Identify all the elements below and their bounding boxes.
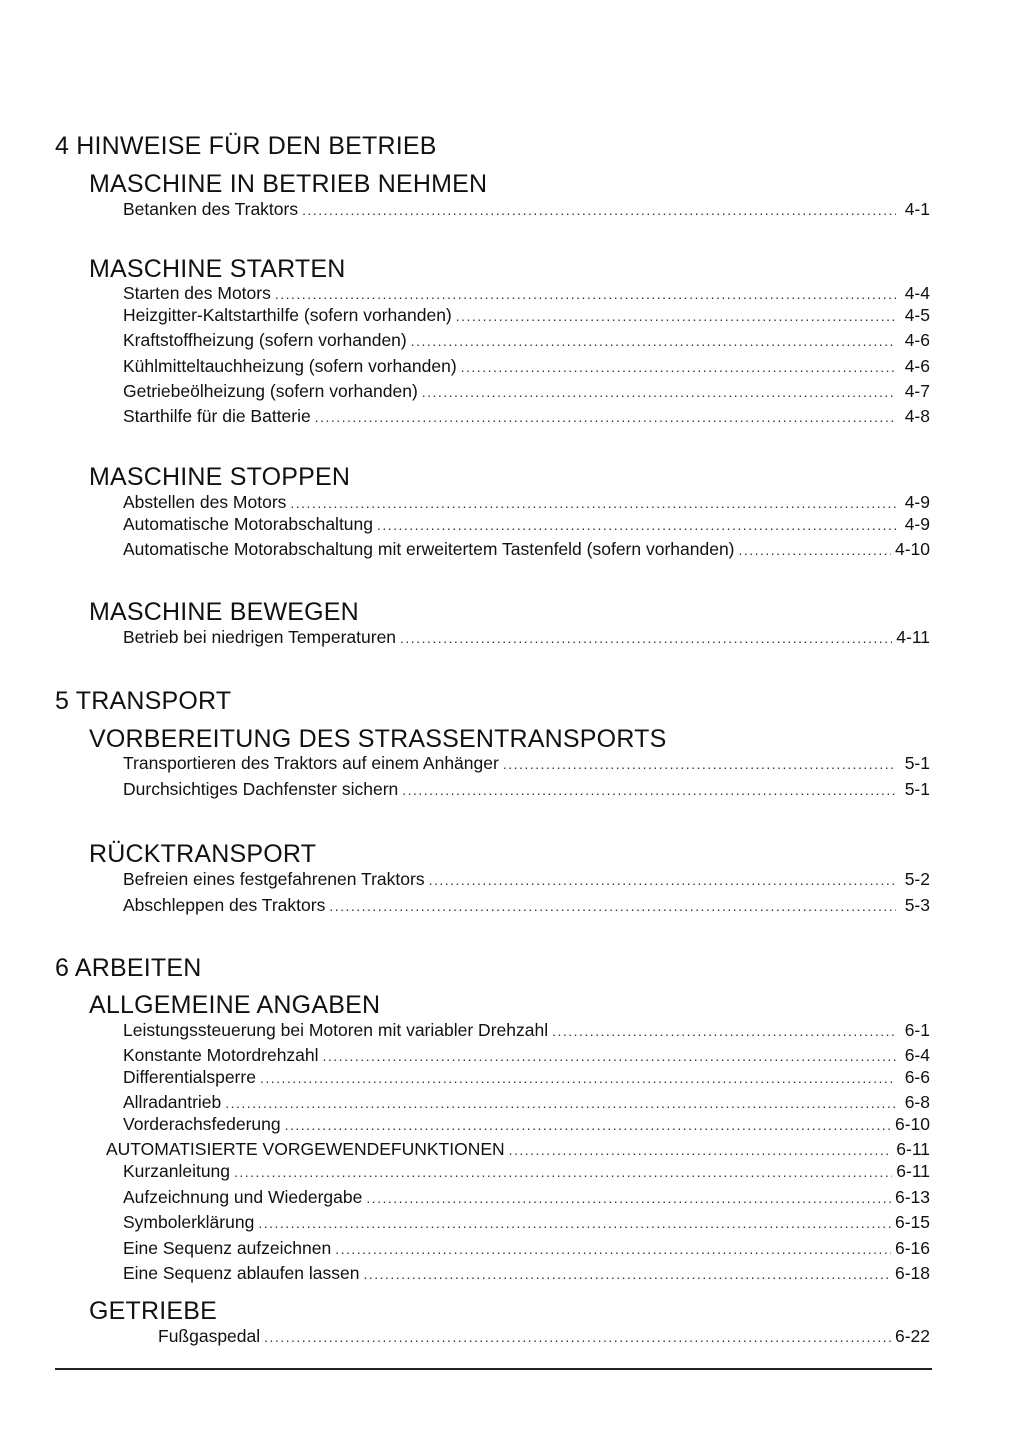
chapter-heading-5: 5 TRANSPORT (55, 687, 232, 715)
toc-entry[interactable] (123, 1211, 930, 1234)
toc-entry-label: Betanken des Traktors (123, 199, 299, 219)
toc-entry[interactable] (123, 1186, 930, 1209)
dot-leader (366, 1187, 891, 1209)
toc-entry-page: 6-13 (894, 1187, 930, 1207)
toc-entry-page: 6-6 (904, 1067, 930, 1087)
toc-entry-page: 6-16 (894, 1238, 930, 1258)
section-heading-maschine-in-betrieb-nehmen: MASCHINE IN BETRIEB NEHMEN (89, 170, 488, 198)
section-heading-maschine-bewegen: MASCHINE BEWEGEN (89, 598, 359, 626)
toc-entry-page: 6-11 (896, 1139, 930, 1159)
toc-entry-page: 5-2 (904, 869, 930, 889)
toc-entry-page: 6-11 (896, 1161, 930, 1181)
dot-leader (302, 199, 896, 221)
section-heading-vorbereitung-des-strassentransports: VORBEREITUNG DES STRASSENTRANSPORTS (89, 725, 667, 753)
toc-entry[interactable] (123, 355, 930, 378)
toc-entry-label: Vorderachsfederung (123, 1114, 281, 1134)
toc-entry-page: 4-10 (894, 539, 930, 559)
dot-leader (400, 627, 892, 649)
toc-entry-label: Abschleppen des Traktors (123, 895, 326, 915)
footer-divider (55, 1368, 932, 1370)
toc-entry[interactable] (123, 198, 930, 221)
toc-subheading-entry[interactable] (106, 1138, 930, 1161)
toc-entry[interactable] (123, 380, 930, 403)
dot-leader (377, 514, 896, 536)
dot-leader (456, 305, 896, 327)
toc-entry[interactable] (123, 1091, 930, 1114)
toc-entry-page: 6-4 (904, 1045, 930, 1065)
toc-entry[interactable] (123, 282, 930, 305)
dot-leader (552, 1020, 896, 1042)
toc-entry-page: 4-7 (904, 381, 930, 401)
dot-leader (258, 1212, 891, 1234)
dot-leader (335, 1238, 891, 1260)
toc-entry-page: 4-9 (904, 514, 930, 534)
toc-entry-page: 4-6 (904, 330, 930, 350)
toc-entry-label: Kraftstoffheizung (sofern vorhanden) (123, 330, 407, 350)
dot-leader (323, 1045, 896, 1067)
toc-entry-page: 4-9 (904, 492, 930, 512)
toc-entry[interactable] (158, 1325, 930, 1348)
toc-entry-page: 4-11 (896, 627, 930, 647)
toc-entry-label: Eine Sequenz aufzeichnen (123, 1238, 332, 1258)
toc-entry-label: Automatische Motorabschaltung (123, 514, 373, 534)
toc-entry[interactable] (123, 538, 930, 561)
toc-entry-label: Befreien eines festgefahrenen Traktors (123, 869, 425, 889)
dot-leader (260, 1067, 896, 1089)
toc-entry-page: 4-5 (904, 305, 930, 325)
toc-entry[interactable] (123, 778, 930, 801)
dot-leader (285, 1114, 891, 1136)
toc-entry-label: Konstante Motordrehzahl (123, 1045, 319, 1065)
toc-entry[interactable] (123, 894, 930, 917)
section-heading-maschine-stoppen: MASCHINE STOPPEN (89, 463, 351, 491)
toc-entry-label: Getriebeölheizung (sofern vorhanden) (123, 381, 418, 401)
toc-entry-page: 6-1 (904, 1020, 930, 1040)
toc-entry-page: 6-18 (894, 1263, 930, 1283)
toc-entry-label: Starten des Motors (123, 283, 271, 303)
dot-leader (329, 895, 896, 917)
toc-entry-label: Allradantrieb (123, 1092, 222, 1112)
toc-entry-page: 6-22 (894, 1326, 930, 1346)
toc-entry[interactable] (123, 626, 930, 649)
toc-entry-label: Durchsichtiges Dachfenster sichern (123, 779, 399, 799)
dot-leader (402, 779, 896, 801)
toc-entry[interactable] (123, 513, 930, 536)
toc-entry-page: 6-8 (904, 1092, 930, 1112)
toc-entry-page: 4-6 (904, 356, 930, 376)
dot-leader (509, 1139, 893, 1161)
dot-leader (290, 492, 896, 514)
toc-entry-page: 6-15 (894, 1212, 930, 1232)
section-heading-maschine-starten: MASCHINE STARTEN (89, 255, 346, 283)
toc-entry-page: 6-10 (894, 1114, 930, 1134)
toc-entry[interactable] (123, 868, 930, 891)
dot-leader (429, 869, 896, 891)
toc-entry[interactable] (123, 1044, 930, 1067)
toc-entry-label: Kühlmitteltauchheizung (sofern vorhanden) (123, 356, 457, 376)
section-heading-allgemeine-angaben: ALLGEMEINE ANGABEN (89, 991, 381, 1019)
toc-entry-label: Fußgaspedal (158, 1326, 261, 1346)
dot-leader (739, 539, 891, 561)
toc-entry[interactable] (123, 329, 930, 352)
dot-leader (275, 283, 896, 305)
dot-leader (503, 753, 896, 775)
dot-leader (411, 330, 896, 352)
toc-entry-label: Symbolerklärung (123, 1212, 255, 1232)
chapter-heading-6: 6 ARBEITEN (55, 954, 202, 982)
dot-leader (264, 1326, 891, 1348)
toc-entry[interactable] (123, 1066, 930, 1089)
toc-entry-label: Starthilfe für die Batterie (123, 406, 311, 426)
toc-entry-page: 5-1 (904, 779, 930, 799)
toc-entry-label: Differentialsperre (123, 1067, 256, 1087)
toc-entry[interactable] (123, 405, 930, 428)
toc-entry-label: Transportieren des Traktors auf einem Anhänger (123, 753, 499, 773)
dot-leader (225, 1092, 896, 1114)
dot-leader (422, 381, 896, 403)
toc-entry-label: Leistungssteuerung bei Motoren mit variabler Drehzahl (123, 1020, 549, 1040)
toc-entry-label: Aufzeichnung und Wiedergabe (123, 1187, 363, 1207)
dot-leader (234, 1161, 892, 1183)
dot-leader (461, 356, 896, 378)
toc-entry[interactable] (123, 491, 930, 514)
toc-entry[interactable] (123, 304, 930, 327)
toc-entry-label: Heizgitter-Kaltstarthilfe (sofern vorhanden) (123, 305, 452, 325)
toc-entry-label: AUTOMATISIERTE VORGEWENDEFUNKTIONEN (106, 1139, 505, 1159)
toc-entry[interactable] (123, 1237, 930, 1260)
dot-leader (363, 1263, 891, 1285)
toc-entry-label: Automatische Motorabschaltung mit erweitertem Tastenfeld (sofern vorhanden) (123, 539, 735, 559)
section-heading-getriebe: GETRIEBE (89, 1297, 218, 1325)
toc-entry-label: Kurzanleitung (123, 1161, 231, 1181)
chapter-heading-4: 4 HINWEISE FÜR DEN BETRIEB (55, 132, 437, 160)
toc-entry-page: 4-1 (904, 199, 930, 219)
toc-entry[interactable] (123, 752, 930, 775)
toc-entry-page: 4-4 (904, 283, 930, 303)
toc-entry-label: Eine Sequenz ablaufen lassen (123, 1263, 360, 1283)
toc-entry-page: 5-1 (904, 753, 930, 773)
section-heading-rucktransport: RÜCKTRANSPORT (89, 840, 317, 868)
toc-entry[interactable] (123, 1262, 930, 1285)
toc-entry-page: 5-3 (904, 895, 930, 915)
toc-entry-page: 4-8 (904, 406, 930, 426)
toc-entry[interactable] (123, 1113, 930, 1136)
toc-entry[interactable] (123, 1019, 930, 1042)
toc-entry[interactable] (123, 1160, 930, 1183)
toc-entry-label: Betrieb bei niedrigen Temperaturen (123, 627, 397, 647)
dot-leader (315, 406, 896, 428)
toc-entry-label: Abstellen des Motors (123, 492, 287, 512)
